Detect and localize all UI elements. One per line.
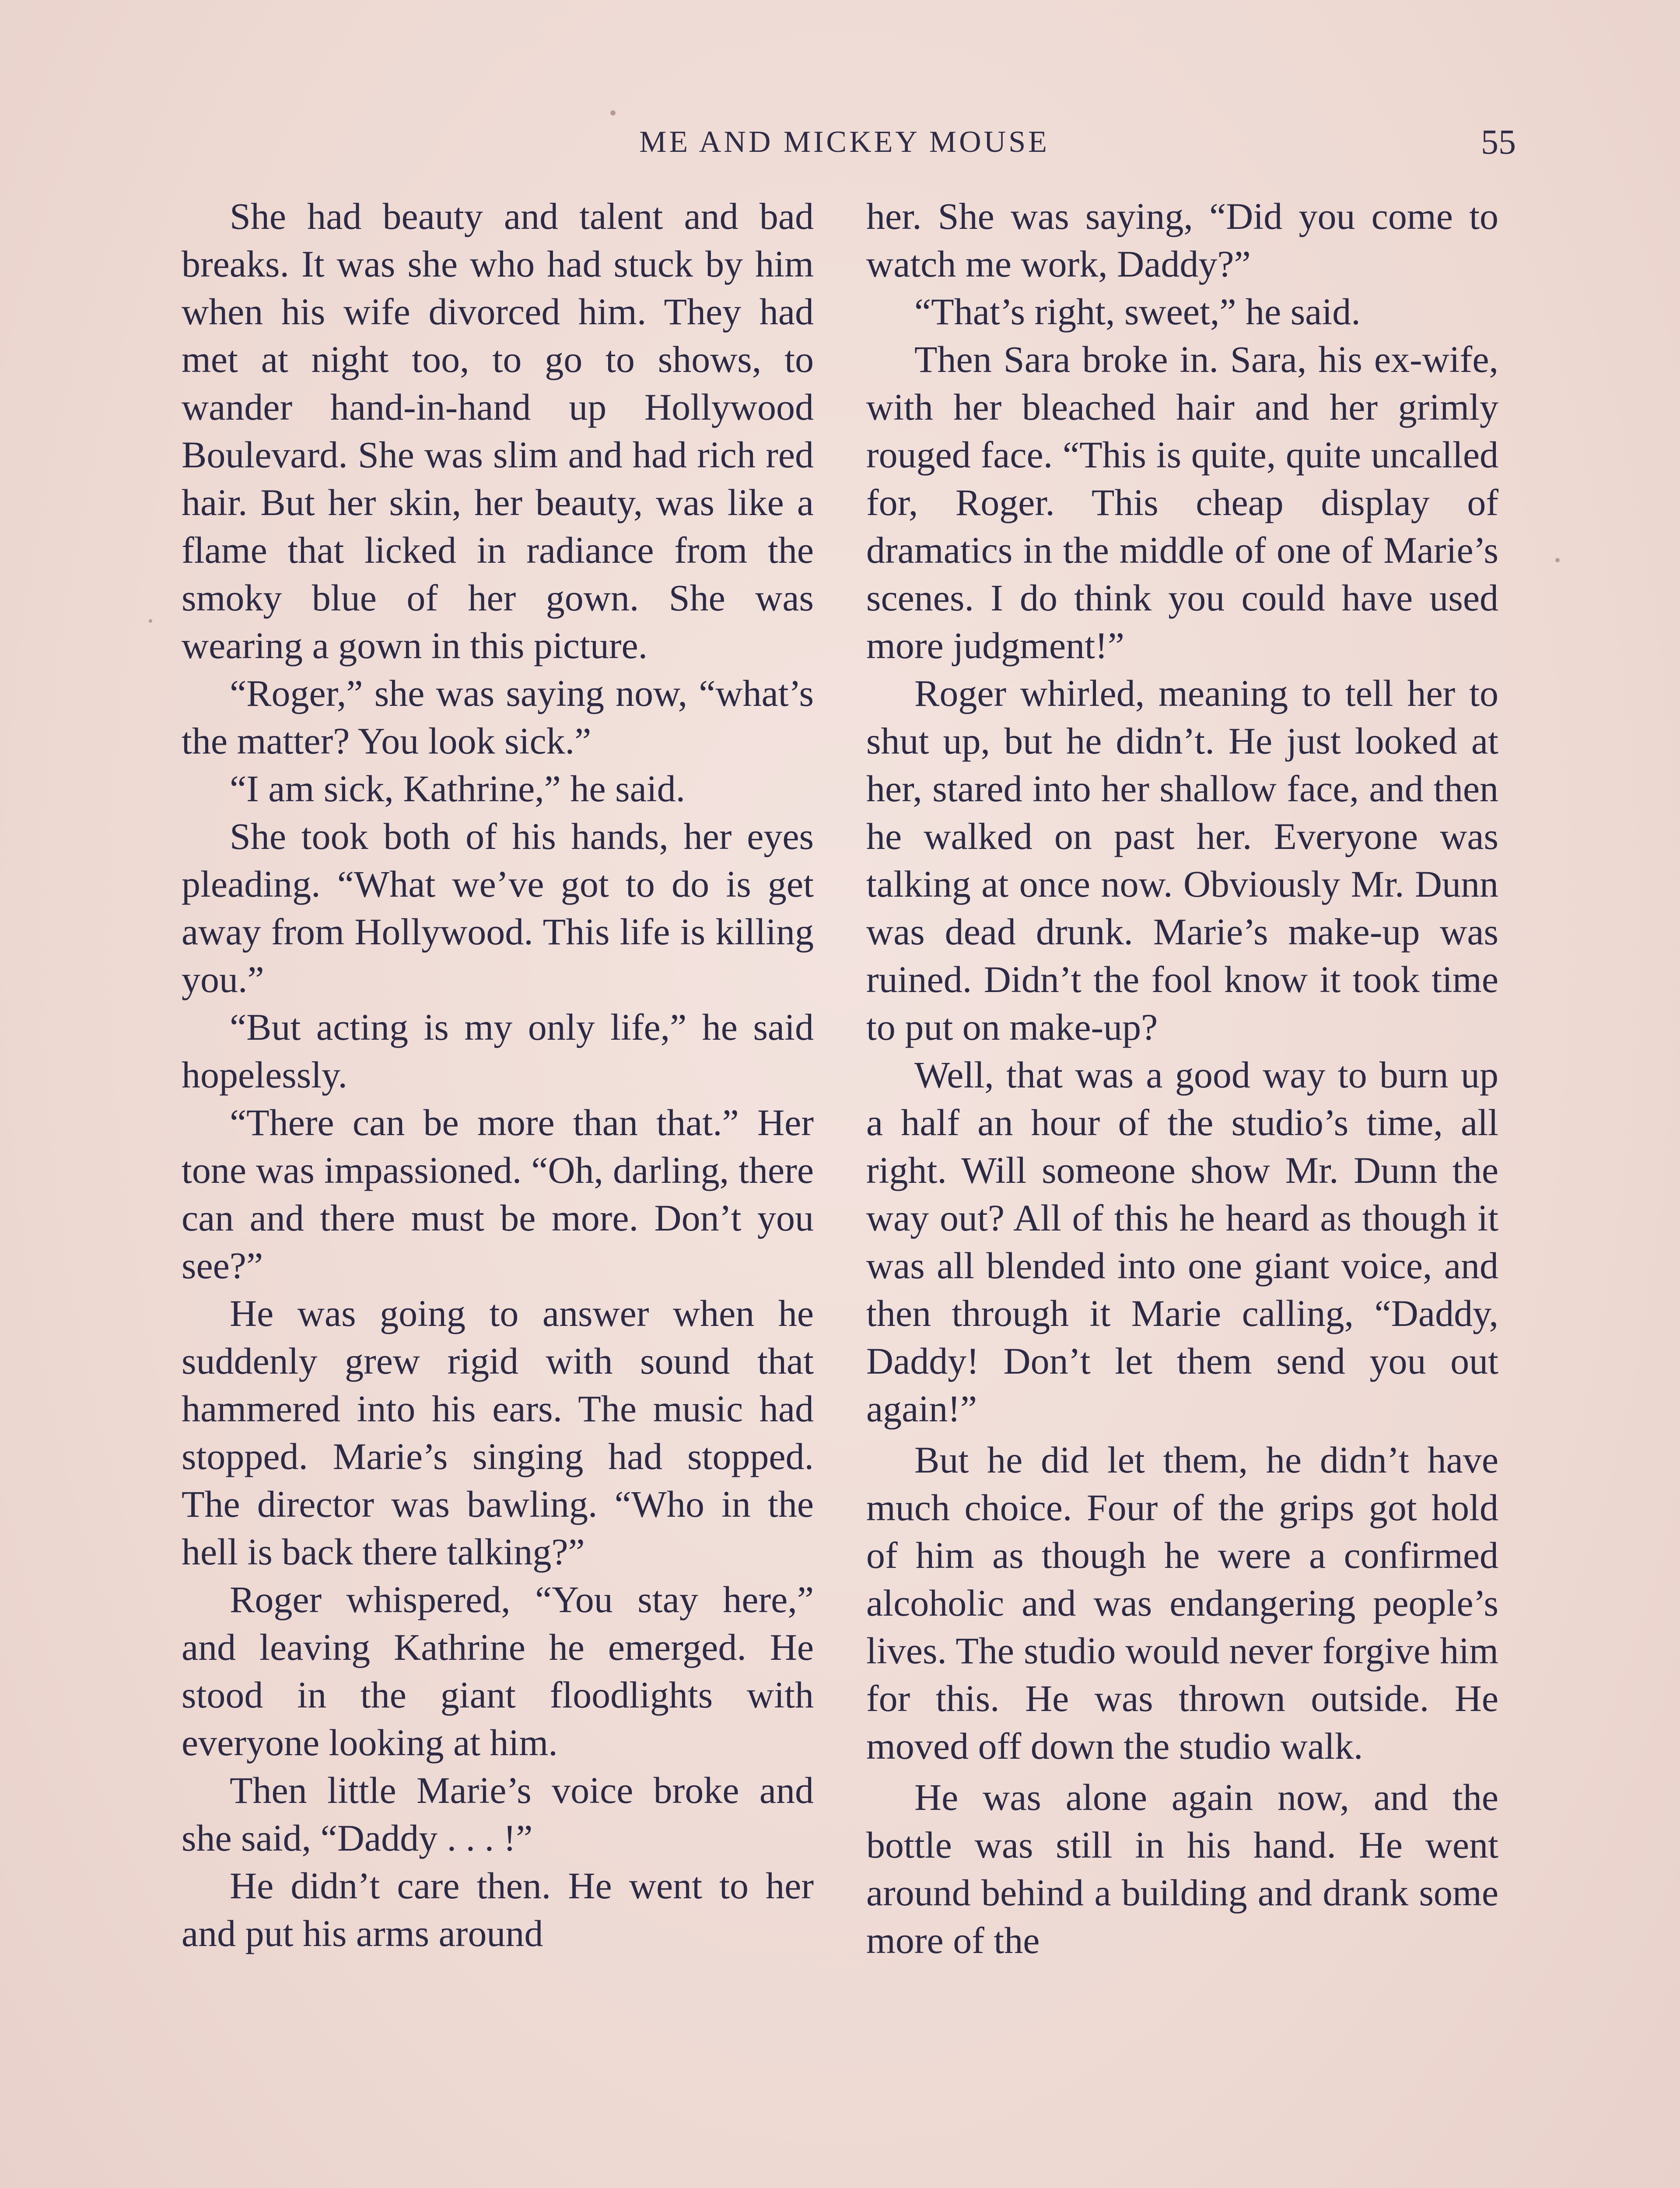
paragraph: He didn’t care then. He went to her and put his arms around [182,1865,814,1954]
paragraph: He was alone again now, and the bottle was still in his hand. He went around behind a building and drank some more of the [866,1776,1498,1961]
paragraph-continued: her. She was saying, “Did you come to watch me work, Daddy?” [866,195,1498,285]
paragraph: Well, that was a good way to burn up a half an hour of the studio’s time, all right. Will someone show Mr. Dunn the way out? All of this he heard as though it was all blended into one giant voice, and then through it Marie calling, “Daddy, Daddy! Don’t let them send you out again!” [866,1054,1498,1430]
paragraph: Roger whispered, “You stay here,” and leaving Kathrine he emerged. He stood in the giant floodlights with everyone looking at him. [182,1578,814,1764]
paragraph: But he did let them, he didn’t have much choice. Four of the grips got hold of him as though he were a confirmed alcoholic and was endangering people’s lives. The studio would never forgive him for this. He was thrown outside. He moved off down the studio walk. [866,1439,1498,1767]
paragraph: Roger whirled, meaning to tell her to shut up, but he didn’t. He just looked at her, stared into her shallow face, and then he walked on past her. Everyone was talking at once now. Obviously Mr. Dunn was dead drunk. Marie’s make-up was ruined. Didn’t the fool know it took time to put on make-up? [866,672,1498,1048]
paragraph: “I am sick, Kathrine,” he said. [230,768,686,810]
paragraph: “Roger,” she was saying now, “what’s the matter? You look sick.” [182,672,814,762]
paragraph: “But acting is my only life,” he said hopelessly. [182,1006,814,1096]
text-column-left [182,193,814,2188]
paragraph: “That’s right, sweet,” he said. [914,291,1361,333]
paragraph: Then little Marie’s voice broke and she said, “Daddy . . . !” [182,1769,814,1859]
paragraph: She took both of his hands, her eyes pleading. “What we’ve got to do is get away from Hollywood. This life is killing you.” [182,815,814,1000]
page-number: 55 [1481,123,1516,161]
paper-speck [149,619,152,623]
paper-speck [610,110,616,116]
paragraph: He was going to answer when he suddenly grew rigid with sound that hammered into his ears. The music had stopped. Marie’s singing had stopped. The director was bawling. “Who in the hell is back there talking?” [182,1292,814,1573]
paragraph: She had beauty and talent and bad breaks. It was she who had stuck by him when his wife divorced him. They had met at night too, to go to shows, to wander hand-in-hand up Hollywood Boulevard. She was slim and had rich red hair. But her skin, her beauty, was like a flame that licked in radiance from the smoky blue of her gown. She was wearing a gown in this picture. [182,195,814,666]
paragraph: Then Sara broke in. Sara, his ex-wife, with her bleached hair and her grimly rouged face. “This is quite, quite uncalled for, Roger. This cheap display of dramatics in the middle of one of Marie’s scenes. I do think you could have used more judgment!” [866,338,1498,666]
text-column-right [866,193,1498,2188]
paper-speck [1555,558,1560,562]
running-title: ME AND MICKEY MOUSE [639,125,1050,159]
paragraph: “There can be more than that.” Her tone was impassioned. “Oh, darling, there can and there must be more. Don’t you see?” [182,1101,814,1287]
